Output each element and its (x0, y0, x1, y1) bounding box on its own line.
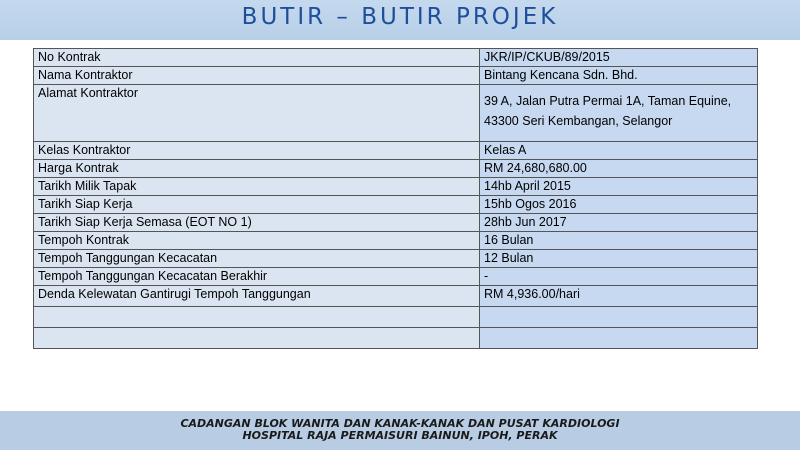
footer-line-2: HOSPITAL RAJA PERMAISURI BAINUN, IPOH, PERAK (242, 429, 558, 442)
table-row (34, 250, 758, 268)
row-value: - (480, 268, 758, 286)
table-row (34, 232, 758, 250)
row-label: Tarikh Siap Kerja (34, 196, 480, 214)
table-row (34, 160, 758, 178)
table-row (34, 49, 758, 67)
row-value: RM 24,680,680.00 (480, 160, 758, 178)
row-label: Denda Kelewatan Gantirugi Tempoh Tanggungan (34, 286, 480, 307)
address-line-2: 43300 Seri Kembangan, Selangor (484, 114, 673, 128)
table-row (34, 196, 758, 214)
table-row (34, 178, 758, 196)
empty-cell (480, 328, 758, 349)
row-value: RM 4,936.00/hari (480, 286, 758, 307)
row-label: Tarikh Siap Kerja Semasa (EOT NO 1) (34, 214, 480, 232)
table-row (34, 214, 758, 232)
table-row (34, 142, 758, 160)
row-label: Tempoh Tanggungan Kecacatan Berakhir (34, 268, 480, 286)
empty-table-row (34, 328, 758, 349)
address-line-1: 39 A, Jalan Putra Permai 1A, Taman Equine, (484, 94, 732, 108)
table-row (34, 67, 758, 85)
details-table (33, 48, 758, 349)
table-row (34, 268, 758, 286)
slide-title-text: BUTIR – BUTIR PROJEK (241, 4, 559, 30)
row-value: 14hb April 2015 (480, 178, 758, 196)
row-value: 16 Bulan (480, 232, 758, 250)
row-value: JKR/IP/CKUB/89/2015 (480, 49, 758, 67)
row-label: Harga Kontrak (34, 160, 480, 178)
row-label: Alamat Kontraktor (34, 85, 480, 142)
footer-caption (0, 418, 800, 442)
row-value: 28hb Jun 2017 (480, 214, 758, 232)
empty-table-row (34, 307, 758, 328)
row-label: Tarikh Milik Tapak (34, 178, 480, 196)
footer-line-1: CADANGAN BLOK WANITA DAN KANAK-KANAK DAN PUSAT KARDIOLOGI (180, 417, 620, 430)
row-value (480, 85, 758, 142)
row-value: Bintang Kencana Sdn. Bhd. (480, 67, 758, 85)
empty-cell (34, 328, 480, 349)
empty-cell (480, 307, 758, 328)
empty-cell (34, 307, 480, 328)
project-details-table (33, 48, 757, 349)
row-label: No Kontrak (34, 49, 480, 67)
table-row (34, 85, 758, 142)
table-row (34, 286, 758, 307)
row-label: Nama Kontraktor (34, 67, 480, 85)
row-label: Tempoh Kontrak (34, 232, 480, 250)
row-label: Kelas Kontraktor (34, 142, 480, 160)
row-value: 12 Bulan (480, 250, 758, 268)
row-value: Kelas A (480, 142, 758, 160)
row-value: 15hb Ogos 2016 (480, 196, 758, 214)
slide-title (0, 4, 800, 30)
row-label: Tempoh Tanggungan Kecacatan (34, 250, 480, 268)
